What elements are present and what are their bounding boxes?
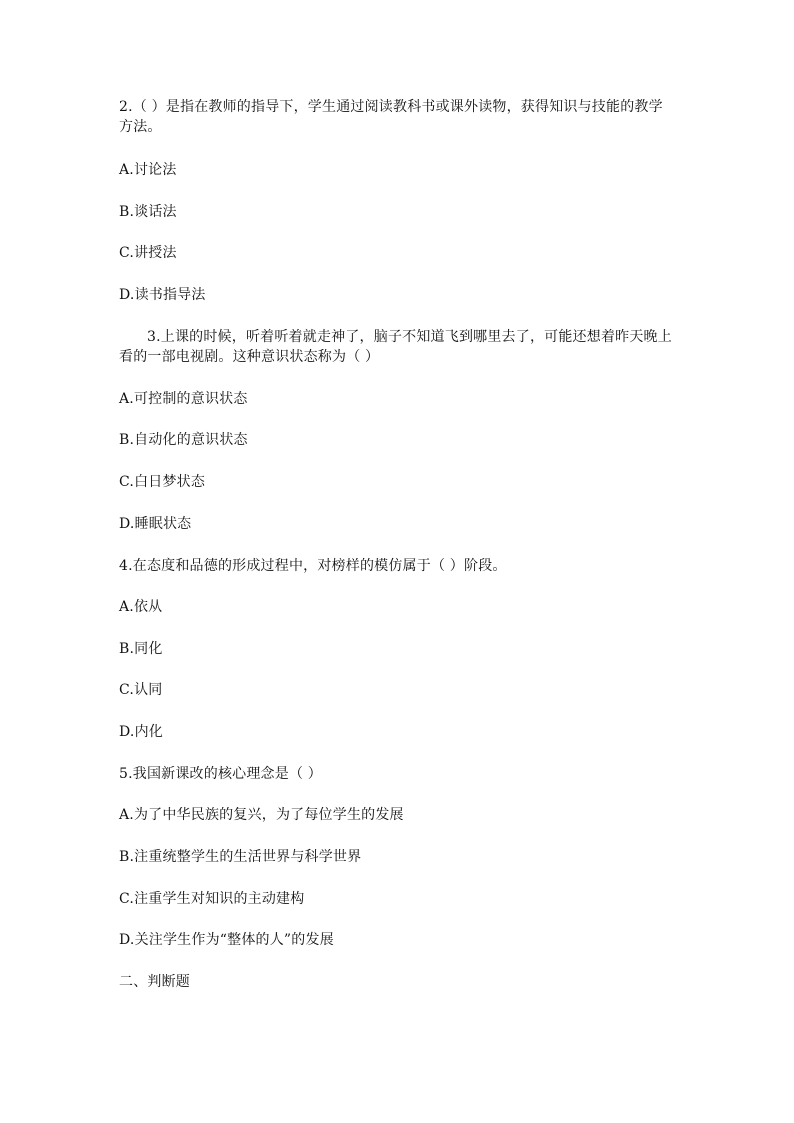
question-3-option-c: C.白日梦状态 (119, 474, 206, 490)
question-3-option-d: D.睡眠状态 (119, 516, 192, 532)
question-2-option-b: B.谈话法 (119, 204, 177, 220)
question-4-option-c: C.认同 (119, 682, 163, 698)
question-3-option-a: A.可控制的意识状态 (119, 391, 248, 407)
question-3-option-b: B.自动化的意识状态 (119, 432, 248, 448)
question-4-option-d: D.内化 (119, 724, 163, 740)
question-2-option-a: A.讨论法 (119, 162, 177, 178)
question-2-stem: 2.（ ）是指在教师的指导下，学生通过阅读教科书或课外读物，获得知识与技能的教学 (119, 99, 663, 115)
question-2-option-c: C.讲授法 (119, 245, 177, 261)
question-2-stem-cont: 方法。 (119, 119, 162, 135)
question-5-stem: 5.我国新课改的核心理念是（ ） (119, 766, 323, 782)
question-3-stem-cont: 看的一部电视剧。这种意识状态称为（ ） (119, 349, 380, 365)
question-3-stem: 3.上课的时候，听着听着就走神了，脑子不知道飞到哪里去了，可能还想着昨天晚上 (147, 329, 672, 345)
section-title-judgement: 二、判断题 (119, 974, 190, 990)
question-5-option-a: A.为了中华民族的复兴，为了每位学生的发展 (119, 807, 404, 823)
question-5-option-c: C.注重学生对知识的主动建构 (119, 891, 305, 907)
question-5-option-b: B.注重统整学生的生活世界与科学世界 (119, 849, 362, 865)
question-5-option-d: D.关注学生作为“整体的人”的发展 (119, 932, 334, 948)
question-4-option-b: B.同化 (119, 641, 163, 657)
question-4-stem: 4.在态度和品德的形成过程中，对榜样的模仿属于（ ）阶段。 (119, 558, 507, 574)
question-2-option-d: D.读书指导法 (119, 287, 206, 303)
question-4-option-a: A.依从 (119, 599, 163, 615)
